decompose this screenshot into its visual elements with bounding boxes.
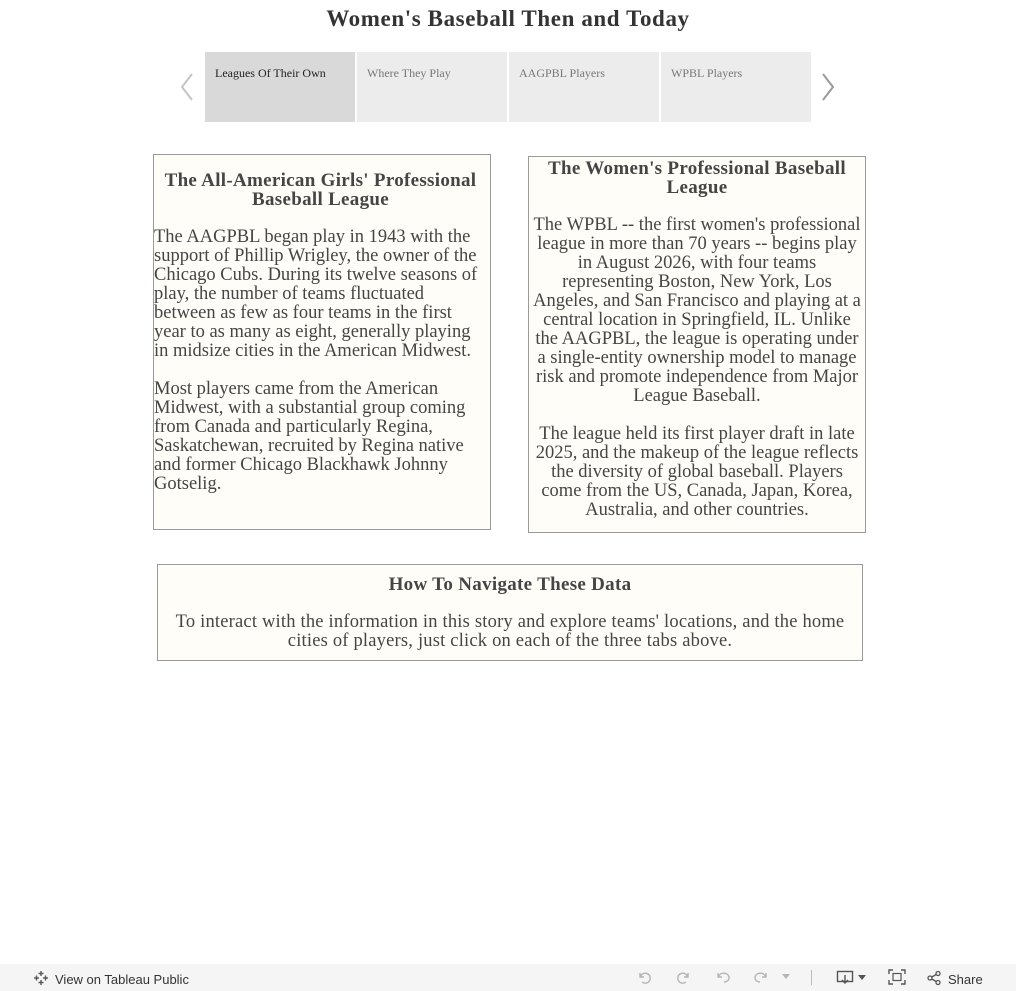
wpbl-panel-title: The Women's Professional Baseball League	[548, 158, 846, 198]
story-title: Women's Baseball Then and Today	[326, 6, 690, 31]
wpbl-panel[interactable]	[528, 156, 866, 533]
story-tabs	[205, 52, 811, 122]
view-on-tableau-public-label: View on Tableau Public	[55, 972, 189, 987]
share-label: Share	[948, 972, 983, 987]
undo-icon[interactable]	[636, 969, 652, 985]
view-on-tableau-public-link[interactable]	[33, 970, 189, 989]
navigation-help-text: To interact with the information in this story and explore teams' locations, and the home cities of players, just click on each of the three tabs above.	[175, 612, 845, 651]
tab-aagpbl-players[interactable]: AAGPBL Players	[509, 52, 659, 122]
aagpbl-paragraph: The AAGPBL began play in 1943 with the support of Phillip Wrigley, the owner of the Chicago Cubs. During its twelve seasons of play, the number of teams fluctuated between as few as four teams in the first year to as many as eight, generally playing in midsize cities in the American Midwest.	[154, 227, 478, 361]
aagpbl-panel	[153, 154, 491, 530]
tab-where-they-play[interactable]: Where They Play	[357, 52, 507, 122]
wpbl-paragraph: The league held its first player draft in late 2025, and the makeup of the league reflects the diversity of global baseball. Players come from the US, Canada, Japan, Korea, Australia, and other countries.	[535, 424, 859, 520]
aagpbl-panel-title: The All-American Girls' Professional Baseball League	[164, 170, 477, 210]
pause-updates-dropdown-icon[interactable]	[781, 973, 791, 981]
share-button[interactable]	[926, 970, 983, 989]
tab-leagues-of-their-own[interactable]: Leagues Of Their Own	[205, 52, 355, 122]
navigation-help-panel	[157, 564, 863, 661]
next-arrow-icon[interactable]	[818, 70, 838, 104]
tableau-toolbar	[0, 964, 1016, 991]
wpbl-paragraph: The WPBL -- the first women's professional league in more than 70 years -- begins play in August 2026, with four teams representing Boston, New York, Los Angeles, and San Francisco and playing at a central location in Springfield, IL. Unlike the AAGPBL, the league is operating under a single-entity ownership model to manage risk and promote independence from Major League Baseball.	[533, 215, 861, 406]
revert-icon[interactable]	[715, 969, 733, 985]
share-icon	[926, 970, 942, 989]
tab-wpbl-players[interactable]: WPBL Players	[661, 52, 811, 122]
fullscreen-icon[interactable]	[888, 969, 906, 985]
navigation-help-title: How To Navigate These Data	[388, 574, 632, 595]
previous-arrow-icon[interactable]	[177, 70, 197, 104]
download-icon[interactable]	[836, 969, 868, 985]
redo-icon[interactable]	[676, 969, 692, 985]
refresh-icon[interactable]	[751, 969, 769, 985]
toolbar-divider	[811, 970, 812, 985]
aagpbl-paragraph: Most players came from the American Midwest, with a substantial group coming from Canada and particularly Regina, Saskatchewan, recruited by Regina native and former Chicago Blackhawk Johnny Gotselig.	[154, 379, 466, 494]
tableau-logo-icon	[33, 970, 49, 989]
